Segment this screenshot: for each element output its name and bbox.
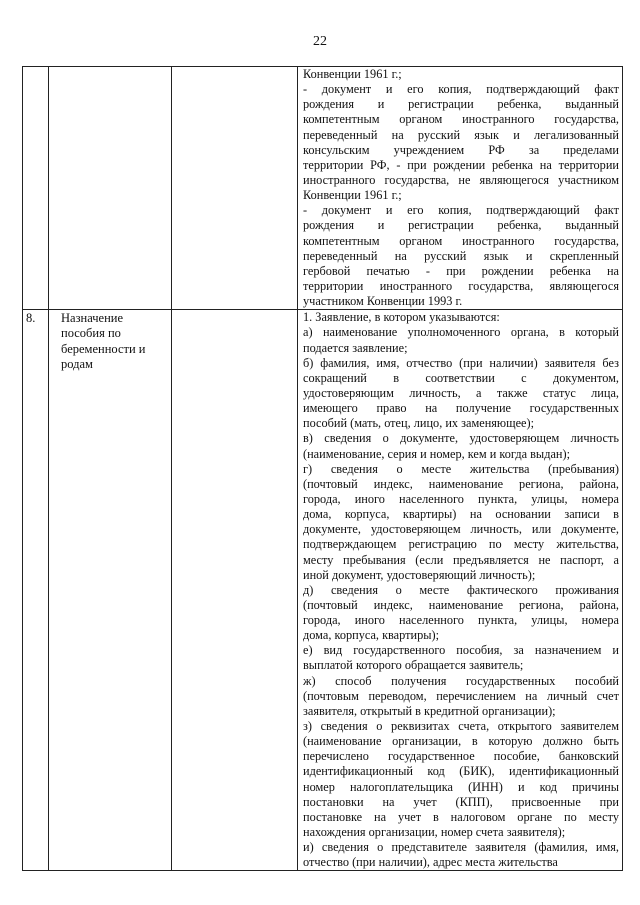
text-line: - документ и его копия, подтверждающий факт bbox=[303, 82, 619, 97]
text-line: номер налогоплательщика (ИНН) и код причины bbox=[303, 779, 619, 794]
text-line: консульским учреждением РФ за пределами bbox=[303, 142, 619, 157]
text-line: дома, корпуса, квартиры); bbox=[303, 628, 440, 643]
text-line: иностранного государства, не являющегося участником bbox=[303, 172, 619, 187]
text-line: выплатой которого обращается заявитель; bbox=[303, 658, 524, 673]
text-line: нахождения организации, номер счета заявителя); bbox=[303, 825, 566, 840]
text-line: территории иностранного государства, являющегося bbox=[303, 278, 619, 293]
text-line: постановки на учет (КПП), присвоенные при bbox=[303, 794, 619, 809]
requirements-cell bbox=[298, 310, 623, 871]
text-line: перечислено государственное пособие, банковский bbox=[303, 749, 619, 764]
service-name-line: беременности и bbox=[61, 341, 146, 356]
table-row-8 bbox=[23, 310, 623, 871]
text-line: е) вид государственного пособия, за назначением и bbox=[303, 643, 619, 658]
middle-cell bbox=[172, 310, 298, 871]
text-line: Конвенции 1961 г.; bbox=[303, 67, 402, 81]
text-line: компетентным органом иностранного государства, bbox=[303, 233, 619, 248]
text-line: ж) способ получения государственных пособий bbox=[303, 673, 619, 688]
row-number-cell: 8. bbox=[23, 310, 49, 871]
document-table bbox=[22, 66, 623, 871]
text-line: города, иного населенного пункта, улицы, номера bbox=[303, 491, 619, 506]
text-line: рождения и регистрации ребенка, выданный bbox=[303, 97, 619, 112]
text-line: Конвенции 1961 г.; bbox=[303, 188, 402, 203]
text-line: а) наименование уполномоченного органа, в который bbox=[303, 325, 619, 340]
text-line: 1. Заявление, в котором указываются: bbox=[303, 310, 500, 325]
text-line: и) сведения о представителе заявителя (фамилия, имя, bbox=[303, 840, 619, 855]
text-line: в) сведения о документе, удостоверяющем личность bbox=[303, 431, 619, 446]
text-line: рождения и регистрации ребенка, выданный bbox=[303, 218, 619, 233]
text-line: идентификационный код (БИК), идентификационный bbox=[303, 764, 619, 779]
text-line: имеющего право на получение государственных bbox=[303, 401, 619, 416]
service-name-line: родам bbox=[61, 356, 93, 371]
text-line: иной документ, удостоверяющий личность); bbox=[303, 567, 536, 582]
text-line: компетентным органом иностранного государства, bbox=[303, 112, 619, 127]
text-line: д) сведения о месте фактического проживания bbox=[303, 582, 619, 597]
text-line: (наименование организации, в которую должно быть bbox=[303, 734, 619, 749]
text-line: отчество (при наличии), адрес места жительства bbox=[303, 855, 558, 870]
text-line: дома, корпуса, квартиры) на основании записи в bbox=[303, 507, 619, 522]
table-row-continued bbox=[23, 67, 623, 310]
text-line: - документ и его копия, подтверждающий факт bbox=[303, 203, 619, 218]
text-line: переведенный на русский язык и скрепленный bbox=[303, 248, 619, 263]
text-line: (почтовый индекс, наименование региона, района, bbox=[303, 597, 619, 612]
text-line: переведенный на русский язык и легализованный bbox=[303, 127, 619, 142]
text-line: города, иного населенного пункта, улицы, номера bbox=[303, 613, 619, 628]
text-line: документе, удостоверяющем личность, или документе, bbox=[303, 522, 619, 537]
text-line: (почтовым переводом, перечислением на личный счет bbox=[303, 688, 619, 703]
middle-cell bbox=[172, 67, 298, 310]
requirements-cell bbox=[298, 67, 623, 310]
row-number-cell bbox=[23, 67, 49, 310]
text-line: з) сведения о реквизитах счета, открытого заявителем bbox=[303, 719, 619, 734]
service-name-line: пособия по bbox=[61, 326, 121, 341]
text-line: постановке на учет в налоговом органе по месту bbox=[303, 809, 619, 824]
text-line: заявителя, открытый в кредитной организации); bbox=[303, 703, 556, 718]
text-line: удостоверяющим личность, а также статус лица, bbox=[303, 385, 619, 400]
text-line: (наименование, серия и номер, кем и когда выдан); bbox=[303, 446, 570, 461]
text-line: пособий (мать, отец, лицо, их заменяющее); bbox=[303, 416, 535, 431]
text-line: месту пребывания (если предъявляется не паспорт, а bbox=[303, 552, 619, 567]
text-line: территории РФ, - при рождении ребенка на территории bbox=[303, 157, 619, 172]
text-line: г) сведения о месте жительства (пребывания) bbox=[303, 461, 619, 476]
service-name-cell bbox=[49, 310, 172, 871]
text-line: подтверждающем регистрацию по месту жительства, bbox=[303, 537, 619, 552]
text-line: участником Конвенции 1993 г. bbox=[303, 294, 463, 309]
service-name-cell bbox=[49, 67, 172, 310]
page-number: 22 bbox=[313, 34, 327, 49]
text-line: б) фамилия, имя, отчество (при наличии) заявителя без bbox=[303, 355, 619, 370]
text-line: сокращений в соответствии с документом, bbox=[303, 370, 619, 385]
text-line: подается заявление; bbox=[303, 340, 408, 355]
service-name-line: Назначение bbox=[61, 311, 124, 326]
text-line: гербовой печатью - при рождении ребенка на bbox=[303, 263, 619, 278]
text-line: (почтовый индекс, наименование региона, района, bbox=[303, 476, 619, 491]
